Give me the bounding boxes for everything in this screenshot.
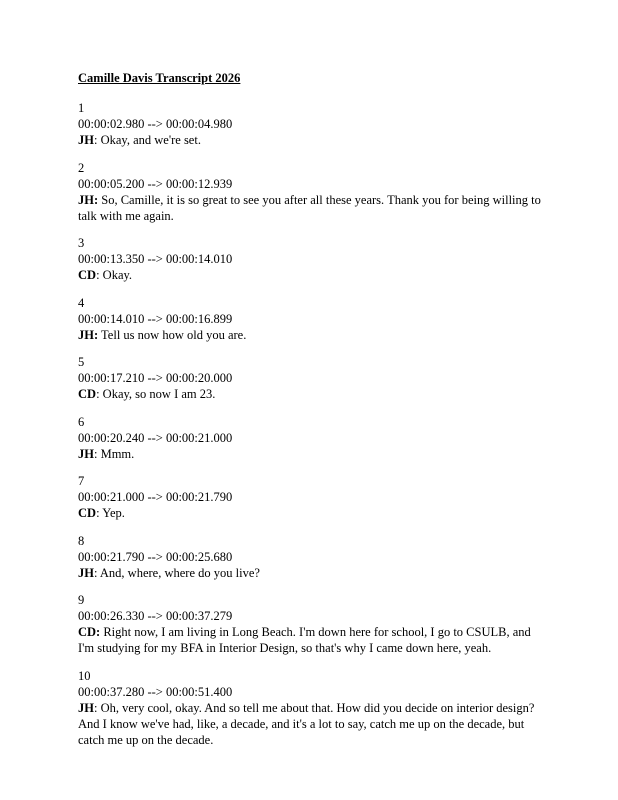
transcript-entry <box>78 592 558 656</box>
speaker-label: JH <box>78 565 94 580</box>
speaker-label: CD <box>78 387 97 401</box>
transcript-entry <box>78 100 558 148</box>
speaker-label: JH: <box>78 192 99 207</box>
utterance-text: Okay, and we're set. <box>100 133 201 147</box>
speaker-separator: : <box>96 506 103 520</box>
entry-utterance <box>78 565 548 581</box>
document-title: Camille Davis Transcript 2026 <box>78 71 241 85</box>
entry-timecode: 00:00:37.280 --> 00:00:51.400 <box>78 684 233 699</box>
entry-utterance <box>78 327 548 343</box>
entry-timecode: 00:00:17.210 --> 00:00:20.000 <box>78 371 233 385</box>
speaker-separator: : <box>93 133 101 147</box>
speaker-label: JH <box>78 133 94 147</box>
utterance-text: So, Camille, it is so great to see you after all these years. Thank you for being willing to talk with me again. <box>78 192 541 223</box>
transcript-entry <box>78 533 558 581</box>
utterance-text: Okay, so now I am 23. <box>102 387 216 401</box>
entry-timecode: 00:00:13.350 --> 00:00:14.010 <box>78 252 233 266</box>
entry-utterance <box>78 505 548 521</box>
transcript-entry <box>78 414 558 462</box>
entry-index: 10 <box>78 668 91 683</box>
entry-utterance <box>78 700 548 748</box>
entry-timecode: 00:00:20.240 --> 00:00:21.000 <box>78 430 233 445</box>
speaker-label: CD: <box>78 625 101 639</box>
speaker-separator: : <box>93 700 101 715</box>
speaker-label: CD <box>78 268 97 282</box>
speaker-label: JH: <box>78 327 99 342</box>
entry-timecode: 00:00:26.330 --> 00:00:37.279 <box>78 609 233 623</box>
utterance-text: Yep. <box>102 506 125 520</box>
entry-utterance <box>78 192 548 224</box>
entry-utterance <box>78 132 548 148</box>
entry-timecode: 00:00:21.790 --> 00:00:25.680 <box>78 549 233 564</box>
entry-index: 8 <box>78 533 85 548</box>
speaker-label: JH <box>78 700 94 715</box>
entry-utterance <box>78 267 548 283</box>
entry-utterance <box>78 446 548 462</box>
speaker-separator: : <box>96 268 103 282</box>
entry-index: 6 <box>78 414 85 429</box>
entry-timecode: 00:00:21.000 --> 00:00:21.790 <box>78 490 233 504</box>
transcript-entry <box>78 295 558 343</box>
entry-timecode: 00:00:14.010 --> 00:00:16.899 <box>78 311 233 326</box>
speaker-separator: : <box>93 565 100 580</box>
utterance-text: Okay. <box>102 268 133 282</box>
entry-timecode: 00:00:02.980 --> 00:00:04.980 <box>78 117 233 131</box>
speaker-separator: : <box>96 387 103 401</box>
entry-index: 2 <box>78 160 85 175</box>
transcript-entry <box>78 668 558 748</box>
entry-index: 5 <box>78 355 85 369</box>
transcript-entry <box>78 160 558 224</box>
utterance-text: Tell us now how old you are. <box>101 327 247 342</box>
entry-index: 1 <box>78 101 85 115</box>
entry-index: 9 <box>78 593 85 607</box>
entry-index: 7 <box>78 474 85 488</box>
entry-index: 3 <box>78 236 85 250</box>
transcript-entries <box>78 100 558 748</box>
entry-index: 4 <box>78 295 85 310</box>
entry-utterance <box>78 386 548 402</box>
entry-utterance <box>78 624 548 656</box>
utterance-text: Right now, I am living in Long Beach. I'm down here for school, I go to CSULB, and I'm studying for my BFA in Interior Design, so that's why I came down here, yeah. <box>78 625 531 655</box>
utterance-text: And, where, where do you live? <box>99 565 260 580</box>
speaker-label: CD <box>78 506 97 520</box>
speaker-separator: : <box>93 446 101 461</box>
utterance-text: Oh, very cool, okay. And so tell me about that. How did you decide on interior design? And I know we've had, like, a decade, and it's a lot to say, catch me up on the decade, but catch me up on the decade. <box>78 700 535 747</box>
transcript-entry <box>78 473 558 521</box>
transcript-entry <box>78 235 558 283</box>
entry-timecode: 00:00:05.200 --> 00:00:12.939 <box>78 176 233 191</box>
speaker-label: JH <box>78 446 94 461</box>
transcript-entry <box>78 354 558 402</box>
utterance-text: Mmm. <box>100 446 135 461</box>
